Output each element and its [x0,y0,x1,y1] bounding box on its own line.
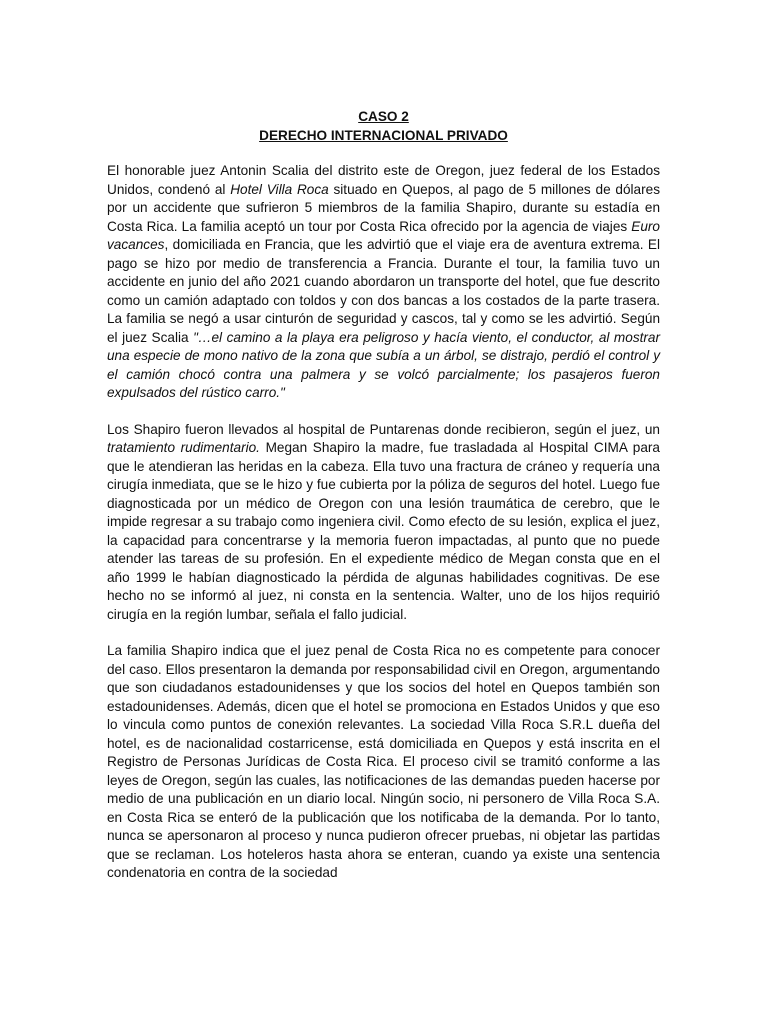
paragraph-1 [107,162,660,403]
p2-treatment: tratamiento rudimentario. [107,440,260,455]
case-label: CASO 2 [358,109,409,124]
p2-text-a: Los Shapiro fueron llevados al hospital de Puntarenas donde recibieron, según el juez, un [107,421,660,437]
p1-text-c: , domiciliada en Francia, que les advirtió que el viaje era de aventura extrema. El pago se hizo por medio de transferencia a Francia. Durante el tour, la familia tuvo un accidente en junio del año 2021 cuando abordaron un transporte del hotel, que fue descrito como un camión adaptado con toldos y con dos bancas a los costados de la parte trasera. La familia se negó a usar cinturón de seguridad y cascos, tal y como se les advirtió. Según el juez Scalia [107,237,660,345]
subject-title: DERECHO INTERNACIONAL PRIVADO [259,127,508,143]
p1-judge-quote: "…el camino a la playa era peligroso y hacía viento, el conductor, al mostrar una especie de mono nativo de la zona que subía a un árbol, se distrajo, perdió el control y el camión chocó contra una palmera y se volcó parcialmente; los pasajeros fueron expulsados del rústico carro." [107,329,661,400]
p1-agency-name: Euro vacances [107,218,660,252]
paragraph-3: La familia Shapiro indica que el juez penal de Costa Rica no es competente para conocer del caso. Ellos presentaron la demanda por responsabilidad civil en Oregon, argumentando que son ciudadanos estadounidenses y que los socios del hotel en Quepos también son estadounidenses. Además, dicen que el hotel se promociona en Estados Unidos y que eso lo vincula como puntos de conexión relevantes. La sociedad Villa Roca S.R.L dueña del hotel, es de nacionalidad costarricense, está domiciliada en Quepos y está inscrita en el Registro de Personas Jurídicas de Costa Rica. El proceso civil se tramitó conforme a las leyes de Oregon, según las cuales, las notificaciones de las demandas pueden hacerse por medio de una publicación en un diario local. Ningún socio, ni personero de Villa Roca S.A. en Costa Rica se enteró de la publicación que los notificaba de la demanda. Por lo tanto, nunca se apersonaron al proceso y nunca pudieron ofrecer pruebas, ni objetar las partidas que se reclaman. Los hoteleros hasta ahora se enteran, cuando ya existe una sentencia condenatoria en contra de la sociedad [107,643,660,880]
document-title-block [107,108,660,145]
document-page [107,108,660,901]
p1-text-b: situado en Quepos, al pago de 5 millones de dólares por un accidente que sufrieron 5 miembros de la familia Shapiro, durante su estadía en Costa Rica. La familia aceptó un tour por Costa Rica ofrecido por la agencia de viajes [107,181,660,234]
p2-text-b: Megan Shapiro la madre, fue trasladada al Hospital CIMA para que le atendieran las heridas en la cabeza. Ella tuvo una fractura de cráneo y requería una cirugía inmediata, que se le hizo y fue cubierta por la póliza de seguros del hotel. Luego fue diagnosticada por un médico de Oregon con una lesión traumática de cerebro, que le impide regresar a su trabajo como ingeniera civil. Como efecto de su lesión, explica el juez, la capacidad para concentrarse y la memoria fueron impactadas, al punto que no puede atender las tareas de su profesión. En el expediente médico de Megan consta que en el año 1999 le habían diagnosticado la pérdida de algunas habilidades cognitivas. De ese hecho no se informó al juez, ni consta en la sentencia. Walter, uno de los hijos requirió cirugía en la región lumbar, señala el fallo judicial. [107,440,660,622]
p1-hotel-name: Hotel Villa Roca [230,181,329,197]
paragraph-2 [107,421,660,625]
p1-text-a: El honorable juez Antonin Scalia del distrito este de Oregon, juez federal de los Estados Unidos, condenó al [107,163,660,197]
